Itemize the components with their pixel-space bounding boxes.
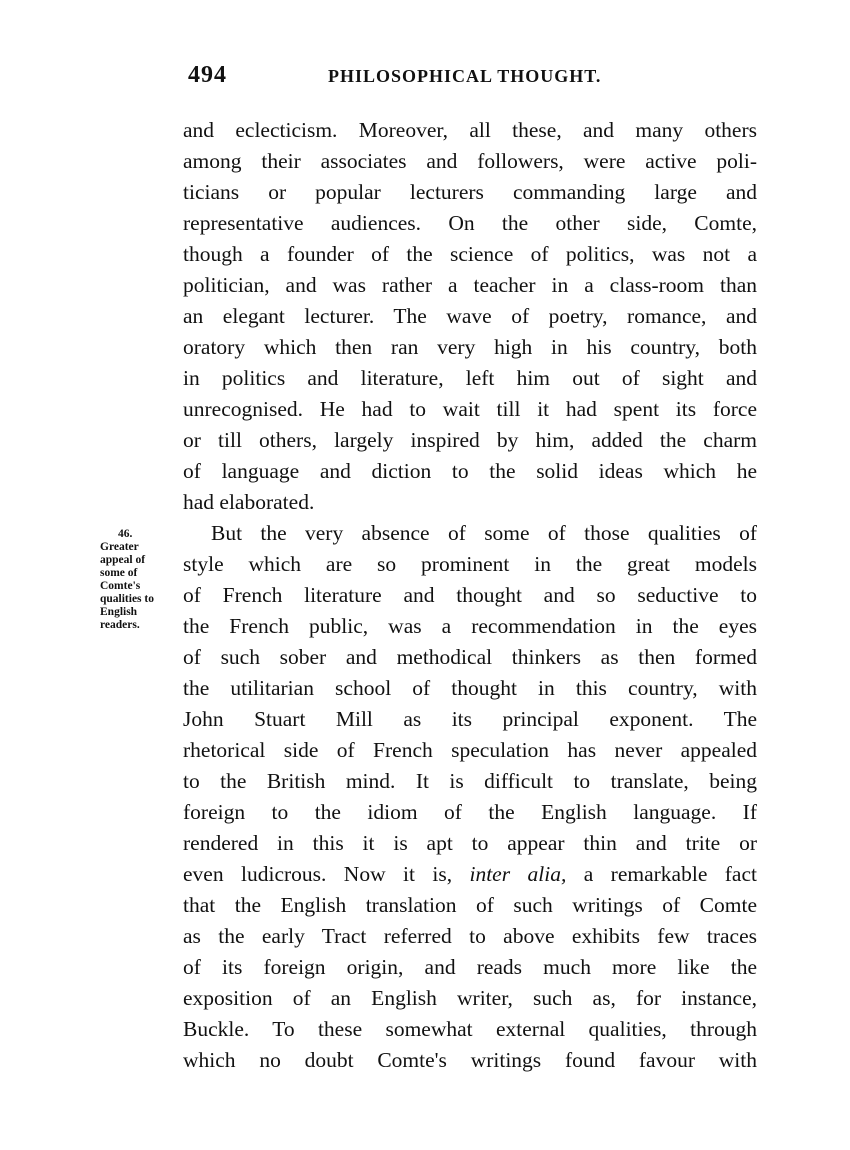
text-segment: a remarkable fact	[566, 862, 757, 886]
margin-note-line: readers.	[100, 619, 140, 631]
margin-note	[100, 528, 180, 632]
text-line: the French public, was a recommendation in the eyes	[183, 614, 757, 638]
body-text	[183, 115, 757, 1076]
text-line: that the English translation of such writings of Comte	[183, 893, 757, 917]
text-line: or till others, largely inspired by him, added the charm	[183, 428, 757, 452]
page-number: 494	[188, 62, 227, 88]
text-line: of French literature and thought and so seductive to	[183, 583, 757, 607]
text-line: unrecognised. He had to wait till it had spent its force	[183, 397, 757, 421]
margin-note-line: English	[100, 606, 138, 618]
text-line: had elaborated.	[183, 490, 315, 514]
text-line: of such sober and methodical thinkers as then formed	[183, 645, 757, 669]
text-line: rhetorical side of French speculation has never appealed	[183, 738, 757, 762]
text-line: politician, and was rather a teacher in a class-room than	[183, 273, 757, 297]
text-line: rendered in this it is apt to appear thin and trite or	[183, 831, 757, 855]
text-line: though a founder of the science of politics, was not a	[183, 242, 757, 266]
text-segment: even ludicrous. Now it is,	[183, 862, 470, 886]
text-line: style which are so prominent in the great models	[183, 552, 757, 576]
margin-note-line: some of	[100, 567, 138, 579]
text-line: representative audiences. On the other side, Comte,	[183, 211, 757, 235]
margin-note-line: qualities to	[100, 593, 154, 605]
text-line: But the very absence of some of those qualities of	[211, 521, 757, 545]
text-line: as the early Tract referred to above exhibits few traces	[183, 924, 757, 948]
margin-note-line: appeal of	[100, 554, 146, 566]
text-line-with-italic	[183, 859, 757, 890]
text-line: the utilitarian school of thought in this country, with	[183, 676, 757, 700]
text-line: to the British mind. It is difficult to translate, being	[183, 769, 757, 793]
text-line: foreign to the idiom of the English language. If	[183, 800, 757, 824]
margin-note-number: 46.	[118, 528, 133, 540]
margin-note-line: Greater	[100, 541, 139, 553]
text-line: John Stuart Mill as its principal exponent. The	[183, 707, 757, 731]
text-line: among their associates and followers, were active poli-	[183, 149, 757, 173]
text-line: ticians or popular lecturers commanding large and	[183, 180, 757, 204]
italic-phrase: inter alia,	[469, 862, 567, 886]
text-line: of its foreign origin, and reads much more like the	[183, 955, 757, 979]
text-line: which no doubt Comte's writings found favour with	[183, 1048, 757, 1072]
text-line: oratory which then ran very high in his country, both	[183, 335, 757, 359]
margin-note-line: Comte's	[100, 580, 141, 592]
text-line: Buckle. To these somewhat external qualities, through	[183, 1017, 757, 1041]
text-line: exposition of an English writer, such as, for instance,	[183, 986, 757, 1010]
text-line: in politics and literature, left him out of sight and	[183, 366, 757, 390]
text-line: and eclecticism. Moreover, all these, and many others	[183, 118, 757, 142]
text-line: an elegant lecturer. The wave of poetry, romance, and	[183, 304, 757, 328]
text-line: of language and diction to the solid ideas which he	[183, 459, 757, 483]
running-title: PHILOSOPHICAL THOUGHT.	[328, 66, 602, 86]
